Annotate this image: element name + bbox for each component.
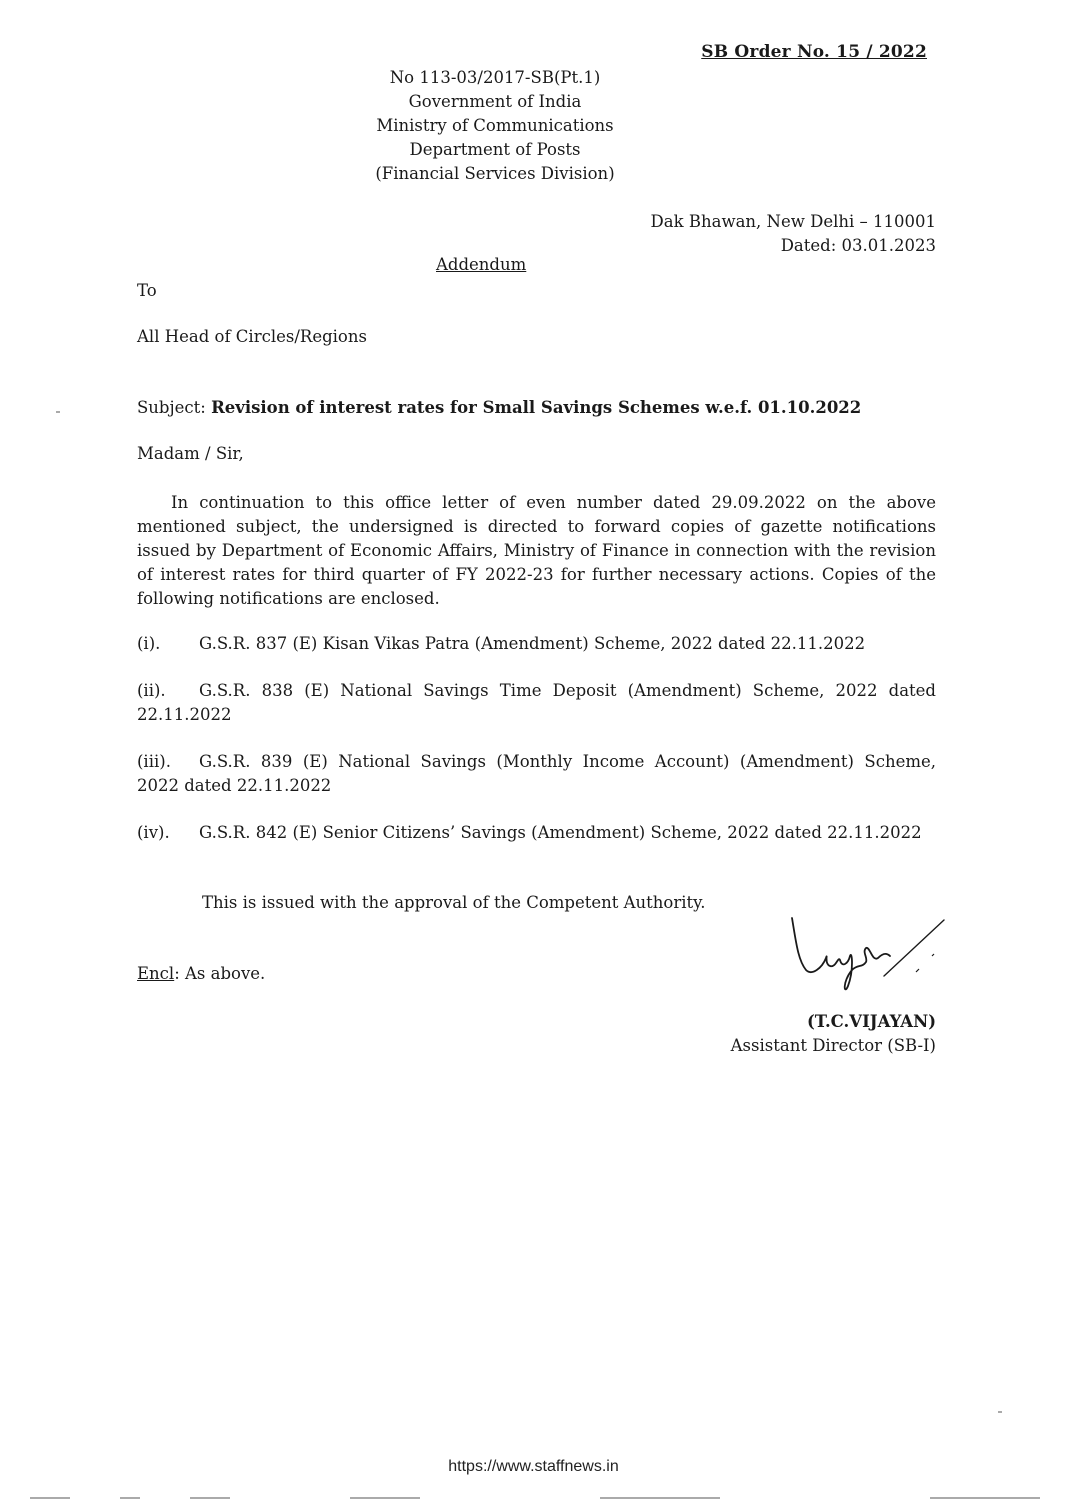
notification-item xyxy=(137,821,936,845)
recipient: All Head of Circles/Regions xyxy=(137,327,367,346)
address-block xyxy=(651,210,936,258)
signatory-block xyxy=(731,1010,936,1058)
notification-number: (i). xyxy=(137,634,161,653)
salutation: Madam / Sir, xyxy=(137,444,244,463)
ministry-line: Ministry of Communications xyxy=(376,116,614,135)
handwritten-signature xyxy=(782,912,952,1002)
notification-item xyxy=(137,679,936,727)
notification-number: (iii). xyxy=(137,752,171,771)
footer-url: https://www.staffnews.in xyxy=(448,1458,619,1475)
notification-text: G.S.R. 837 (E) Kisan Vikas Patra (Amendment) Scheme, 2022 dated 22.11.2022 xyxy=(199,634,866,653)
letter-date: Dated: 03.01.2023 xyxy=(780,236,936,255)
department-line: Department of Posts xyxy=(409,140,581,159)
subject-line xyxy=(137,398,861,417)
office-address: Dak Bhawan, New Delhi – 110001 xyxy=(650,212,936,231)
file-number: No 113-03/2017-SB(Pt.1) xyxy=(389,68,601,87)
notification-number: (ii). xyxy=(137,681,166,700)
approval-statement: This is issued with the approval of the Competent Authority. xyxy=(202,893,706,912)
notification-text: G.S.R. 839 (E) National Savings (Monthly Income Account) (Amendment) Scheme, 2022 dated 22.11.2022 xyxy=(137,752,936,795)
signatory-designation: Assistant Director (SB-I) xyxy=(730,1036,936,1055)
enclosure-text: : As above. xyxy=(174,964,266,983)
to-label: To xyxy=(137,281,157,300)
government-line: Government of India xyxy=(408,92,582,111)
subject-label: Subject: xyxy=(137,398,206,417)
enclosure-note xyxy=(137,964,265,983)
notification-item xyxy=(137,750,936,798)
notification-number: (iv). xyxy=(137,823,170,842)
document-title: Addendum xyxy=(436,255,527,274)
order-number: SB Order No. 15 / 2022 xyxy=(701,42,927,62)
subject-text: Revision of interest rates for Small Savings Schemes w.e.f. 01.10.2022 xyxy=(211,398,862,417)
notification-text: G.S.R. 842 (E) Senior Citizens’ Savings (Amendment) Scheme, 2022 dated 22.11.2022 xyxy=(199,823,922,842)
enclosure-label: Encl xyxy=(137,964,175,983)
division-line: (Financial Services Division) xyxy=(375,164,615,183)
letterhead xyxy=(370,66,620,186)
notification-text: G.S.R. 838 (E) National Savings Time Deposit (Amendment) Scheme, 2022 dated 22.11.2022 xyxy=(137,681,936,724)
notification-item xyxy=(137,632,936,656)
signatory-name: (T.C.VIJAYAN) xyxy=(806,1012,936,1031)
body-paragraph: In continuation to this office letter of even number dated 29.09.2022 on the above mentioned subject, the undersigned is directed to forward copies of gazette notifications issued by Department of Economic Affairs, Ministry of Finance in connection with the revision of interest rates for third quarter of FY 2022-23 for further necessary actions. Copies of the following notifications are enclosed. xyxy=(137,493,936,608)
